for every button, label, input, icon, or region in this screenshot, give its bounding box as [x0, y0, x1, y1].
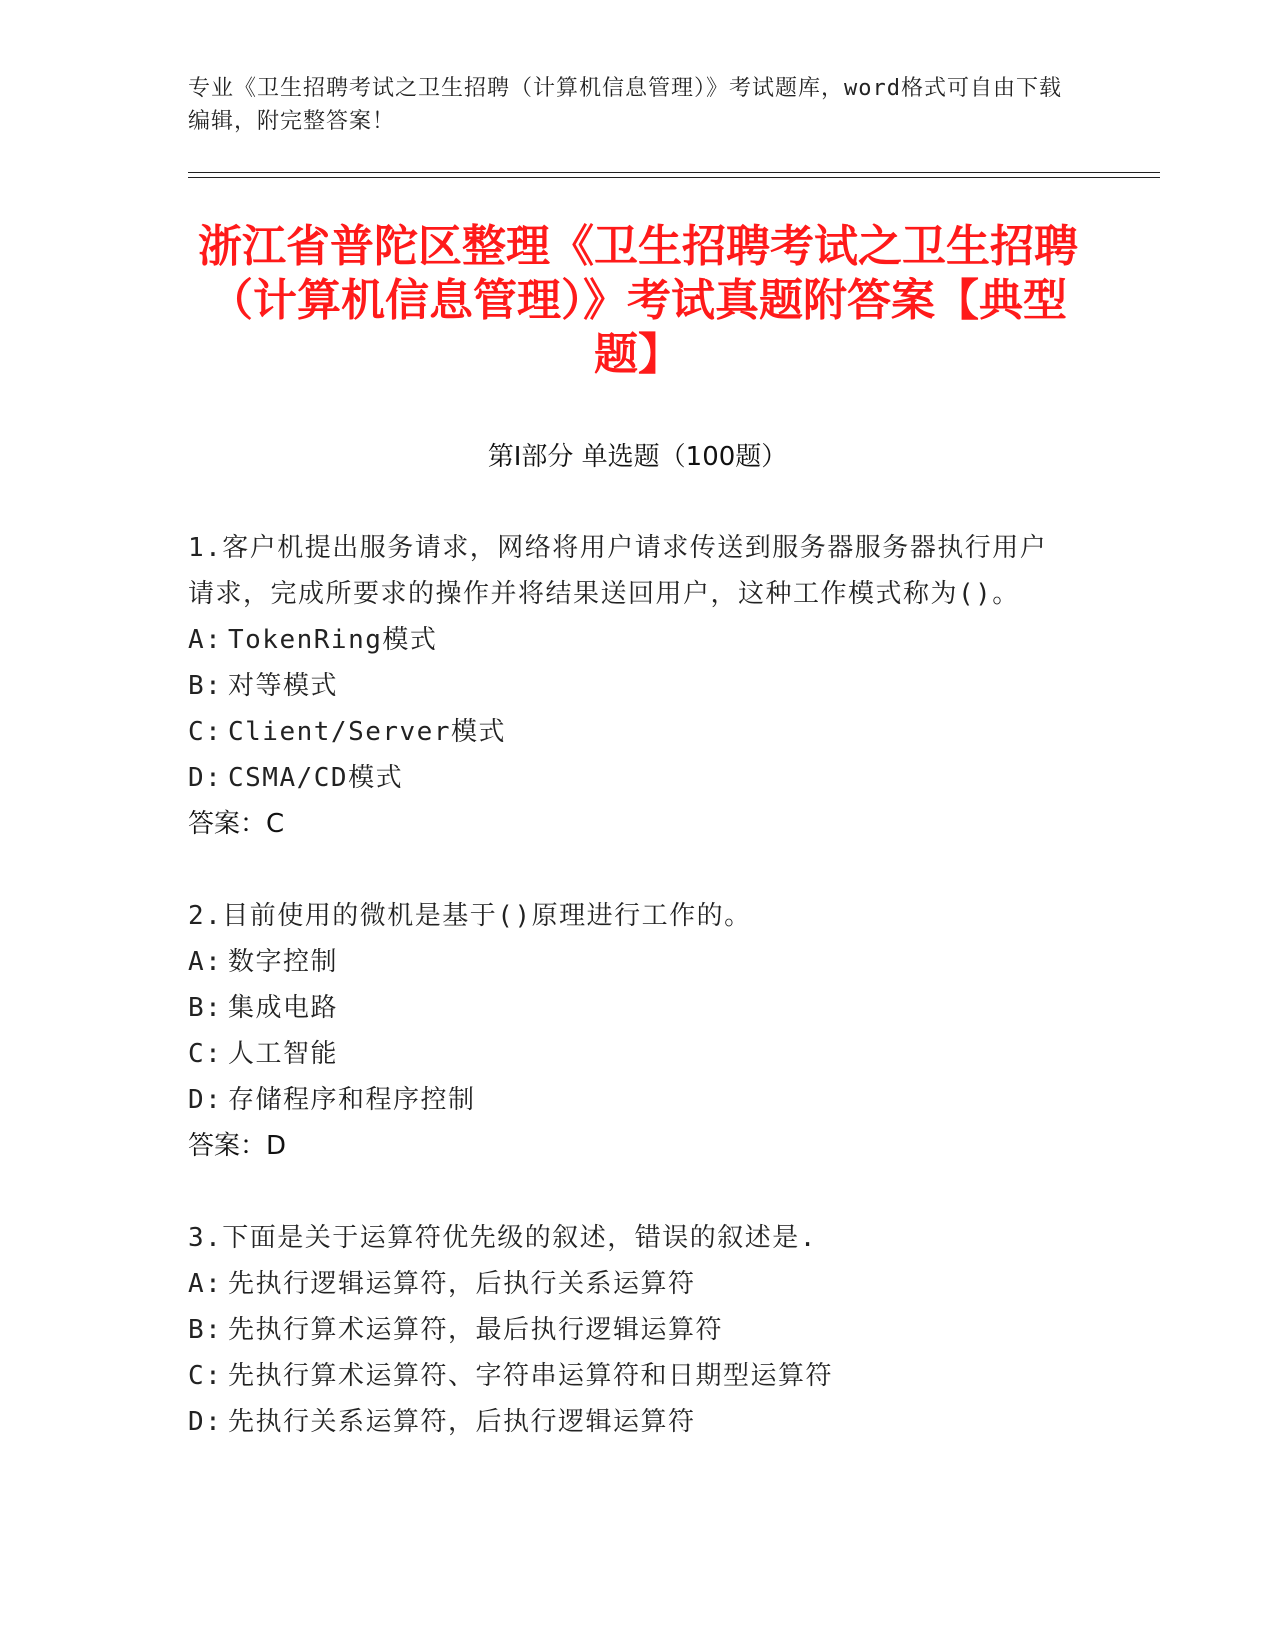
option-b: [188, 1307, 1068, 1353]
question-stem: 2.目前使用的微机是基于()原理进行工作的。: [188, 901, 752, 931]
header-divider-top: [188, 172, 1160, 173]
option-text: 先执行关系运算符，后执行逻辑运算符: [228, 1407, 696, 1437]
option-d: [188, 1077, 1068, 1123]
header-note: 专业《卫生招聘考试之卫生招聘（计算机信息管理）》考试题库，word格式可自由下载编辑，附完整答案！: [188, 76, 1062, 134]
question-stem: 1.客户机提出服务请求，网络将用户请求传送到服务器服务器执行用户请求，完成所要求的操作并将结果送回用户，这种工作模式称为()。: [188, 533, 1048, 609]
option-text: 人工智能: [228, 1039, 339, 1069]
option-key: D:: [188, 1085, 223, 1115]
option-text: CSMA/CD模式: [228, 763, 404, 793]
option-a: [188, 617, 1068, 663]
question-3: [188, 1215, 1068, 1445]
header-divider-bottom: [188, 177, 1160, 178]
question-1: [188, 525, 1068, 847]
section-heading: 第Ⅰ部分 单选题（100题）: [487, 442, 788, 472]
option-text: 先执行算术运算符、字符串运算符和日期型运算符: [228, 1361, 834, 1391]
option-d: [188, 1399, 1068, 1445]
option-text: 集成电路: [228, 993, 339, 1023]
option-key: B:: [188, 1315, 223, 1345]
option-text: Client/Server模式: [228, 717, 506, 747]
option-a: [188, 1261, 1068, 1307]
option-key: A:: [188, 625, 223, 655]
option-d: [188, 755, 1068, 801]
option-key: B:: [188, 993, 223, 1023]
option-key: C:: [188, 1361, 223, 1391]
option-key: C:: [188, 1039, 223, 1069]
answer: 答案：D: [188, 1131, 287, 1161]
option-key: A:: [188, 947, 223, 977]
document-title: 浙江省普陀区整理《卫生招聘考试之卫生招聘（计算机信息管理）》考试真题附答案【典型题】: [198, 221, 1078, 380]
option-text: 先执行算术运算符，最后执行逻辑运算符: [228, 1315, 724, 1345]
option-text: 对等模式: [228, 671, 339, 701]
option-c: [188, 1031, 1068, 1077]
option-key: D:: [188, 1407, 223, 1437]
answer: 答案：C: [188, 809, 285, 839]
option-b: [188, 985, 1068, 1031]
option-text: TokenRing模式: [228, 625, 438, 655]
option-key: C:: [188, 717, 223, 747]
option-b: [188, 663, 1068, 709]
question-spacer: [188, 847, 1068, 893]
option-key: A:: [188, 1269, 223, 1299]
question-list: [188, 525, 1068, 1445]
option-key: B:: [188, 671, 223, 701]
question-spacer: [188, 1169, 1068, 1215]
question-2: [188, 893, 1068, 1169]
option-c: [188, 709, 1068, 755]
option-key: D:: [188, 763, 223, 793]
option-a: [188, 939, 1068, 985]
question-stem: 3.下面是关于运算符优先级的叙述，错误的叙述是.: [188, 1223, 817, 1253]
option-text: 先执行逻辑运算符，后执行关系运算符: [228, 1269, 696, 1299]
option-text: 存储程序和程序控制: [228, 1085, 476, 1115]
option-c: [188, 1353, 1068, 1399]
option-text: 数字控制: [228, 947, 339, 977]
